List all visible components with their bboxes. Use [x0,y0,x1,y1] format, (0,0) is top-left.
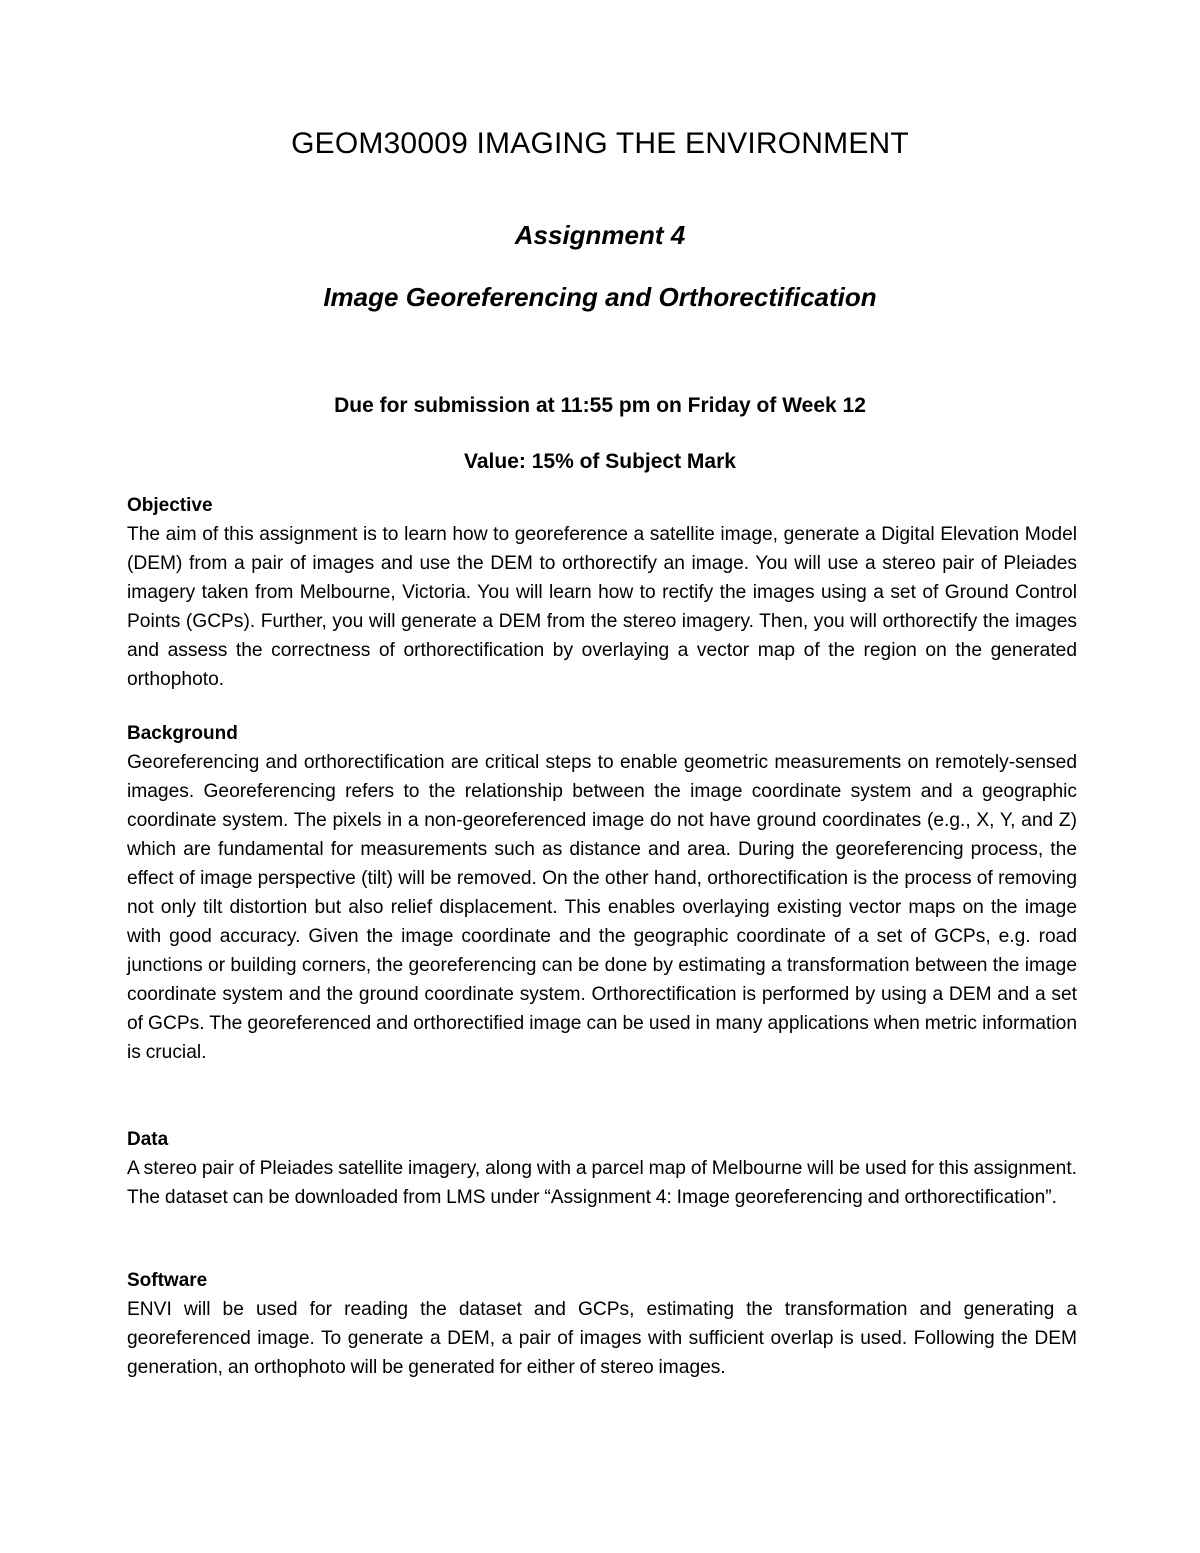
objective-section [127,492,1077,694]
section-heading: Software [127,1270,208,1291]
section-body: Georeferencing and orthorectification are critical steps to enable geometric measurements on remotely-sensed images. Georeferencing refers to the relationship between the image coordinate system and a geographic coordinate system. The pixels in a non-georeferenced image do not have ground coordinates (e.g., X, Y, and Z) which are fundamental for measurements such as distance and area. During the georeferencing process, the effect of image perspective (tilt) will be removed. On the other hand, orthorectification is the process of removing not only tilt distortion but also relief displacement. This enables overlaying existing vector maps on the image with good accuracy. Given the image coordinate and the geographic coordinate of a set of GCPs, e.g. road junctions or building corners, the georeferencing can be done by estimating a transformation between the image coordinate system and the ground coordinate system. Orthorectification is performed by using a DEM and a set of GCPs. The georeferenced and orthorectified image can be used in many applications when metric information is crucial. [127,752,1077,1063]
section-body: The aim of this assignment is to learn how to georeference a satellite image, generate a Digital Elevation Model (DEM) from a pair of images and use the DEM to orthorectify an image. You will use a stereo pair of Pleiades imagery taken from Melbourne, Victoria. You will learn how to rectify the images using a set of Ground Control Points (GCPs). Further, you will generate a DEM from the stereo imagery. Then, you will orthorectify the images and assess the correctness of orthorectification by overlaying a vector map of the region on the generated orthophoto. [127,524,1077,690]
section-heading: Background [127,723,238,744]
assignment-value: Value: 15% of Subject Mark [464,450,736,473]
data-section [127,1126,1077,1212]
section-heading: Data [127,1129,169,1150]
assignment-label: Assignment 4 [514,220,686,250]
section-body: ENVI will be used for reading the dataset and GCPs, estimating the transformation and generating a georeferenced image. To generate a DEM, a pair of images with sufficient overlap is used. Following the DEM generation, an orthophoto will be generated for either of stereo images. [127,1299,1077,1378]
due-date: Due for submission at 11:55 pm on Friday of Week 12 [334,394,866,417]
background-section [127,720,1077,1067]
section-heading: Objective [127,495,213,516]
assignment-title: Image Georeferencing and Orthorectification [323,282,877,312]
course-title: GEOM30009 IMAGING THE ENVIRONMENT [291,127,909,160]
section-body: A stereo pair of Pleiades satellite imagery, along with a parcel map of Melbourne will be used for this assignment. The dataset can be downloaded from LMS under “Assignment 4: Image georeferencing and orthorectification”. [127,1158,1077,1208]
software-section [127,1267,1077,1382]
